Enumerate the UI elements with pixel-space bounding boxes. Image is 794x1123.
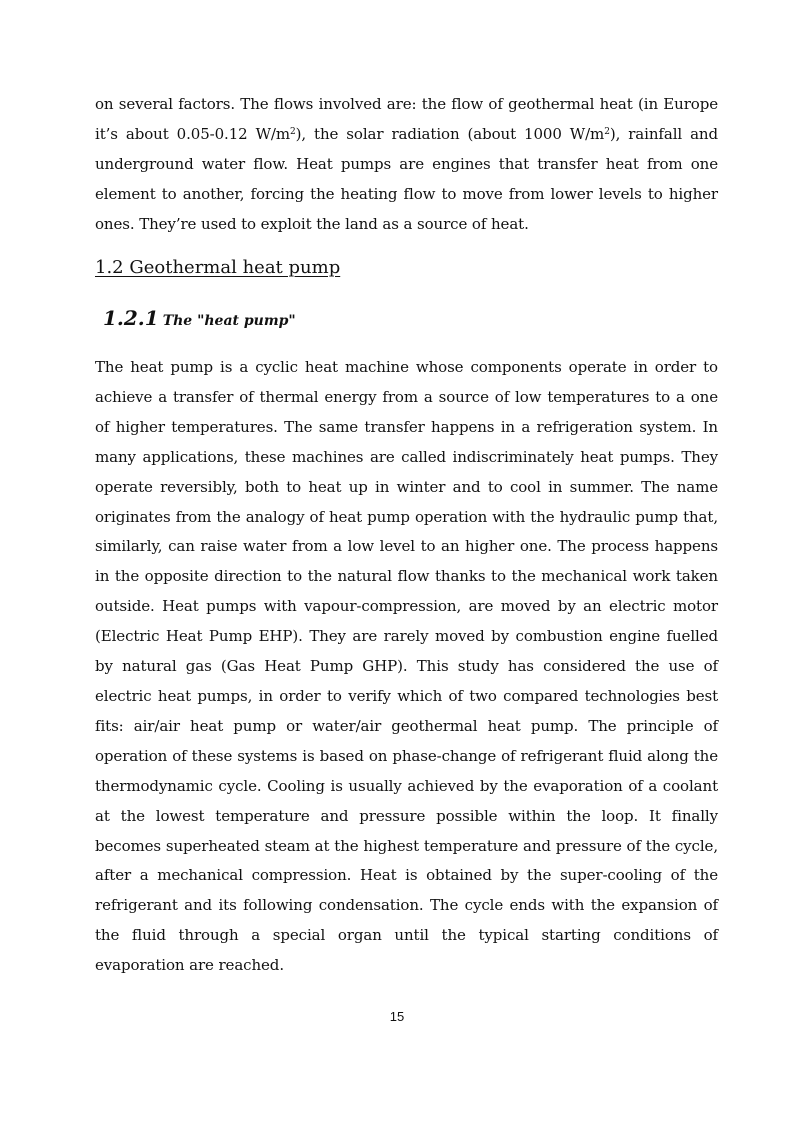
intro-text-part-2: ), the solar radiation (about 1000 W/m — [295, 124, 605, 143]
superscript-2-first: 2 — [290, 126, 296, 137]
subsection-title: The "heat pump" — [162, 313, 296, 329]
subsection-heading — [103, 306, 296, 330]
subsection-number: 1.2.1 — [103, 306, 159, 330]
intro-text-part-1: on several factors. The flows involved are: the flow of geothermal heat (in Europe it’s about 0.05-0.12 W/m — [95, 95, 718, 143]
page-number: 15 — [389, 1009, 405, 1024]
intro-paragraph — [95, 90, 718, 240]
superscript-2-second: 2 — [604, 126, 610, 137]
body-paragraph: The heat pump is a cyclic heat machine whose components operate in order to achieve a transfer of thermal energy from a source of low temperatures to a one of higher temperatures. The same transfer happens in a refrigeration system. In many applications, these machines are called indiscriminately heat pumps. They operate reversibly, both to heat up in winter and to cool in summer. The name originates from the analogy of heat pump operation with the hydraulic pump that, similarly, can raise water from a low level to an higher one. The process happens in the opposite direction to the natural flow thanks to the mechanical work taken outside. Heat pumps with vapour-compression, are moved by an electric motor (Electric Heat Pump EHP). They are rarely moved by combustion engine fuelled by natural gas (Gas Heat Pump GHP). This study has considered the use of electric heat pumps, in order to verify which of two compared technologies best fits: air/air heat pump or water/air geothermal heat pump. The principle of operation of these systems is based on phase-change of refrigerant fluid along the thermodynamic cycle. Cooling is usually achieved by the evaporation of a coolant at the lowest temperature and pressure possible within the loop. It finally becomes superheated steam at the highest temperature and pressure of the cycle, after a mechanical compression. Heat is obtained by the super-cooling of the refrigerant and its following condensation. The cycle ends with the expansion of the fluid through a special organ until the typical starting conditions of evaporation are reached. — [95, 358, 718, 975]
intro-text-part-3: ), rainfall and underground water flow. Heat pumps are engines that transfer heat from one element to another, forcing the heating flow to move from lower levels to higher ones. They’re used to exploit the land as a source of heat. — [95, 124, 718, 233]
section-heading: 1.2 Geothermal heat pump — [95, 257, 341, 278]
